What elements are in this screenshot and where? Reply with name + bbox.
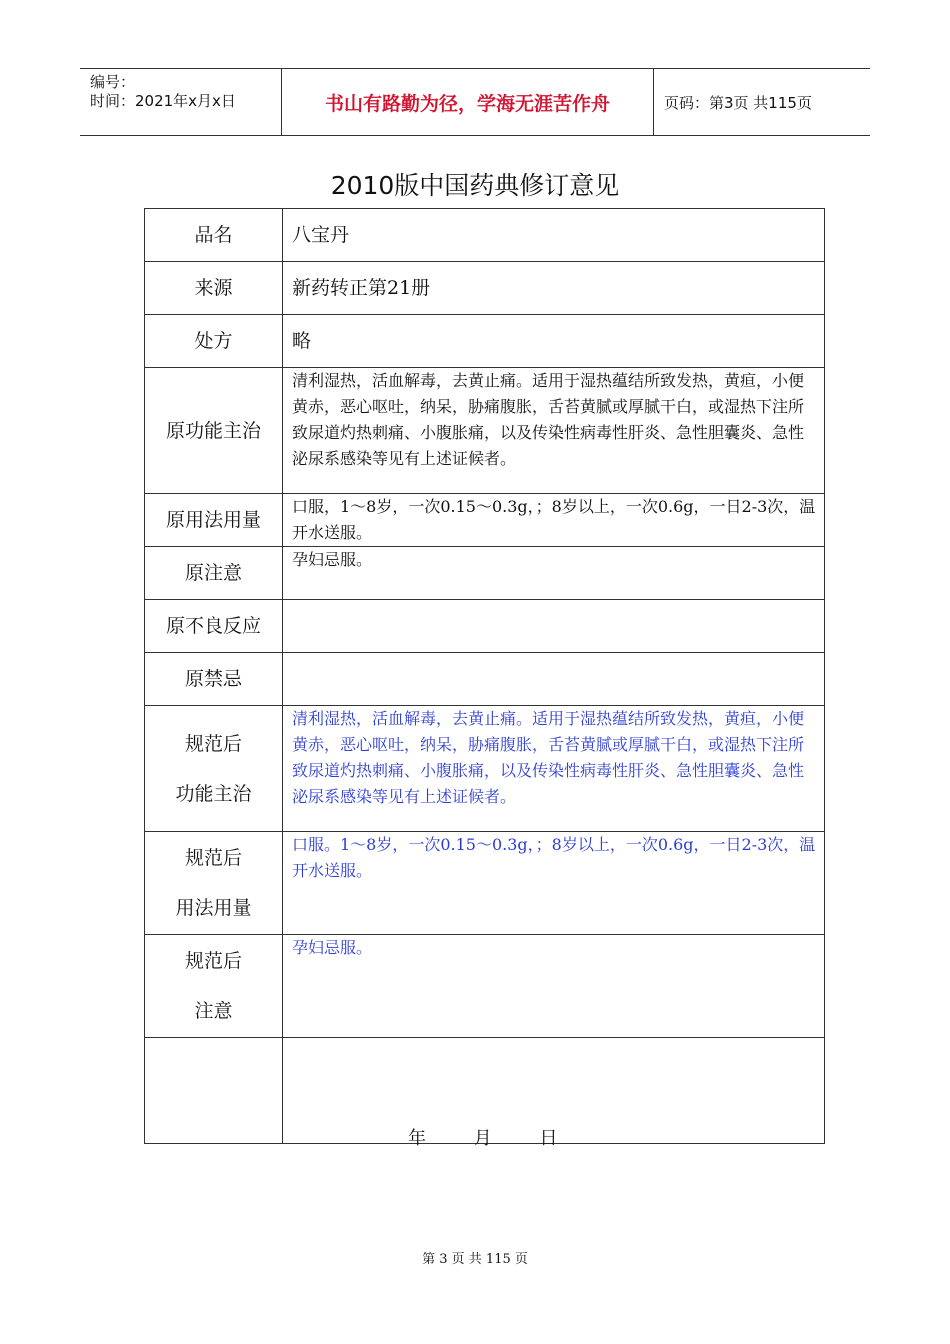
label-std-caution	[145, 935, 283, 1038]
date-year: 年	[408, 1128, 426, 1149]
value-orig-caution: 孕妇忌服。	[283, 547, 825, 600]
number-label: 编号：	[90, 73, 136, 91]
revision-table	[144, 208, 825, 1144]
value-source: 新药转正第21册	[283, 262, 825, 315]
row-orig-caution	[145, 547, 825, 600]
label-orig-usage: 原用法用量	[145, 494, 283, 547]
header-motto-cell	[282, 69, 654, 135]
label-std-function-line2: 功能主治	[175, 782, 252, 805]
date-month: 月	[473, 1128, 492, 1149]
row-std-function	[145, 706, 825, 832]
value-name: 八宝丹	[283, 209, 825, 262]
row-orig-usage	[145, 494, 825, 547]
value-std-caution: 孕妇忌服。	[283, 935, 825, 1038]
date-day: 日	[539, 1128, 558, 1149]
label-name: 品名	[145, 209, 283, 262]
label-empty	[145, 1038, 283, 1144]
label-orig-contra: 原禁忌	[145, 653, 283, 706]
row-std-caution	[145, 935, 825, 1038]
label-std-usage	[145, 832, 283, 935]
row-std-usage	[145, 832, 825, 935]
value-orig-contra	[283, 653, 825, 706]
label-orig-function: 原功能主治	[145, 368, 283, 494]
value-orig-usage: 口服，1～8岁，一次0.15～0.3g，；8岁以上，一次0.6g，一日2-3次，温开水送服。	[283, 494, 825, 547]
header-motto: 书山有路勤为径，学海无涯苦作舟	[324, 92, 610, 115]
label-orig-adverse: 原不良反应	[145, 600, 283, 653]
row-name	[145, 209, 825, 262]
label-std-usage-line2: 用法用量	[175, 897, 252, 919]
row-source	[145, 262, 825, 315]
document-title: 2010版中国药典修订意见	[330, 171, 620, 200]
page-footer: 第 3 页 共 115 页	[422, 1252, 528, 1267]
label-std-usage-line1: 规范后	[184, 847, 242, 869]
value-orig-adverse	[283, 600, 825, 653]
value-std-usage: 口服。1～8岁，一次0.15～0.3g，；8岁以上，一次0.6g，一日2-3次，温开水送服。	[283, 832, 825, 935]
value-orig-function: 清利湿热，活血解毒，去黄止痛。适用于湿热蕴结所致发热，黄疸，小便黄赤，恶心呕吐，纳呆，胁痛腹胀，舌苔黄腻或厚腻干白，或湿热下注所致尿道灼热刺痛、小腹胀痛，以及传染性病毒性肝炎、急性胆囊炎、急性泌尿系感染等见有上述证候者。	[283, 368, 825, 494]
time-label: 时间：2021年x月x日	[90, 92, 236, 110]
label-source: 来源	[145, 262, 283, 315]
label-std-caution-line1: 规范后	[184, 950, 242, 972]
date-line	[408, 1124, 599, 1150]
label-std-caution-line2: 注意	[194, 1000, 233, 1022]
label-std-function-line1: 规范后	[184, 732, 242, 755]
page-header	[80, 68, 870, 136]
row-prescription	[145, 315, 825, 368]
label-std-function	[145, 706, 283, 832]
row-orig-adverse	[145, 600, 825, 653]
row-orig-function	[145, 368, 825, 494]
value-std-function: 清利湿热，活血解毒，去黄止痛。适用于湿热蕴结所致发热，黄疸，小便黄赤，恶心呕吐，纳呆，胁痛腹胀，舌苔黄腻或厚腻干白，或湿热下注所致尿道灼热刺痛、小腹胀痛，以及传染性病毒性肝炎、急性胆囊炎、急性泌尿系感染等见有上述证候者。	[283, 706, 825, 832]
label-orig-caution: 原注意	[145, 547, 283, 600]
header-page-info: 页码：第3页 共115页	[664, 93, 812, 112]
value-prescription: 略	[283, 315, 825, 368]
header-meta	[80, 69, 282, 135]
row-orig-contra	[145, 653, 825, 706]
label-prescription: 处方	[145, 315, 283, 368]
